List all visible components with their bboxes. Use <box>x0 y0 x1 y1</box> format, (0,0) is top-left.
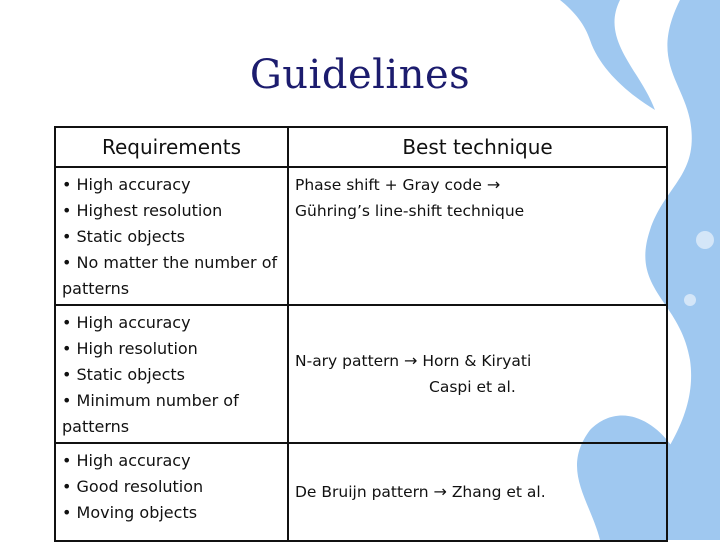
requirements-cell <box>55 167 288 305</box>
slide-title: Guidelines <box>249 52 471 98</box>
technique-line <box>295 348 660 374</box>
requirement-item: • No matter the number of patterns <box>62 253 278 298</box>
guidelines-table <box>54 126 668 542</box>
requirement-item: • Minimum number of patterns <box>62 391 239 436</box>
requirement-item: • High resolution <box>62 339 198 358</box>
requirement-item: • High accuracy <box>62 313 191 332</box>
technique-text: De Bruijn pattern <box>295 483 434 501</box>
technique-text: Horn & Kiryati <box>417 352 532 370</box>
requirement-item: • Good resolution <box>62 477 204 496</box>
table-header-row <box>55 127 667 167</box>
requirement-item: • Highest resolution <box>62 201 223 220</box>
requirement-item: • High accuracy <box>62 175 191 194</box>
requirement-item: • Static objects <box>62 365 185 384</box>
best-technique-cell <box>288 167 667 305</box>
arrow-right-icon: → <box>433 482 447 501</box>
technique-line <box>295 172 660 198</box>
requirement-item: • Static objects <box>62 227 185 246</box>
requirements-cell <box>55 305 288 443</box>
best-technique-cell <box>288 443 667 541</box>
best-technique-cell <box>288 305 667 443</box>
technique-line <box>295 479 660 505</box>
table-row <box>55 167 667 305</box>
requirement-item: • High accuracy <box>62 451 191 470</box>
table-row <box>55 305 667 443</box>
technique-line: Caspi et al. <box>429 378 516 396</box>
requirement-item: • Moving objects <box>62 503 198 522</box>
technique-text: N-ary pattern <box>295 352 405 370</box>
header-best-technique: Best technique <box>288 127 667 167</box>
technique-text: Zhang et al. <box>446 483 546 501</box>
header-requirements: Requirements <box>55 127 288 167</box>
arrow-right-icon: → <box>486 175 501 194</box>
arrow-right-icon: → <box>404 351 418 370</box>
technique-text: Phase shift + Gray code <box>295 176 487 194</box>
technique-line: Gühring’s line-shift technique <box>295 202 525 220</box>
requirements-cell <box>55 443 288 541</box>
table-row <box>55 443 667 541</box>
